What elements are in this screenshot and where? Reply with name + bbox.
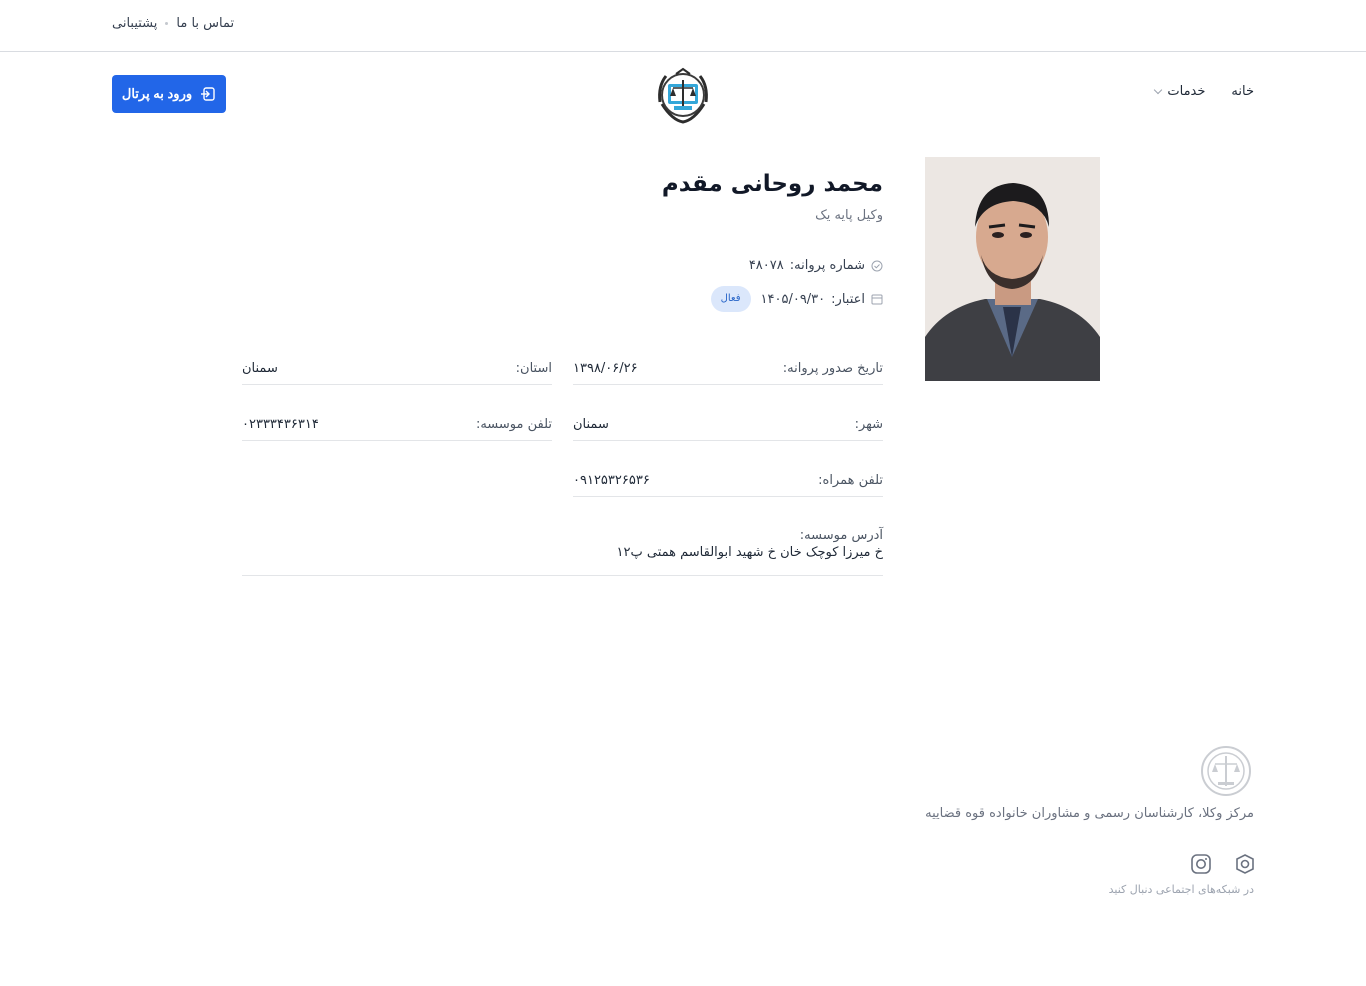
profile-info (383, 168, 883, 307)
contact-link[interactable]: تماس با ما (176, 16, 235, 31)
validity-date: ۱۴۰۵/۰۹/۳۰ (760, 291, 826, 307)
judiciary-emblem-icon[interactable] (652, 64, 714, 126)
province-field (242, 353, 552, 385)
office-phone-field (242, 409, 552, 441)
province-label: استان: (515, 361, 552, 376)
city-label: شهر: (854, 417, 883, 432)
province-value: سمنان (242, 361, 278, 376)
mobile-field (573, 465, 883, 497)
follow-text: در شبکه‌های اجتماعی دنبال کنید (1108, 883, 1254, 896)
lawyer-name: محمد روحانی مقدم (661, 171, 883, 197)
lawyer-rank: وکیل پایه یک (815, 208, 883, 223)
address-value: خ میرزا کوچک خان خ شهید ابوالقاسم همتی پ۱۲ (616, 545, 883, 560)
office-phone-label: تلفن موسسه: (475, 417, 552, 432)
license-number: ۴۸۰۷۸ (748, 258, 784, 273)
address-field (242, 528, 883, 576)
nav-services-label: خدمات (1167, 84, 1206, 99)
nav-services[interactable] (1155, 84, 1205, 99)
license-label: شماره پروانه: (789, 258, 865, 273)
profile-photo (925, 157, 1100, 381)
city-value: سمنان (573, 417, 609, 432)
issue-date-field (573, 353, 883, 385)
instagram-icon[interactable] (1190, 853, 1212, 875)
portal-button-label: ورود به پرتال (121, 86, 193, 101)
footer-title: مرکز وکلا، کارشناسان رسمی و مشاوران خانواده قوه قضاییه (925, 806, 1254, 821)
separator-dot (165, 22, 168, 25)
office-phone-value[interactable]: ۰۲۳۳۳۴۳۶۳۱۴ (242, 417, 319, 432)
issue-date-label: تاریخ صدور پروانه: (782, 361, 883, 376)
validity-row (711, 286, 883, 312)
validity-label: اعتبار: (831, 291, 865, 307)
social-links (1190, 853, 1256, 875)
city-field (573, 409, 883, 441)
mobile-label: تلفن همراه: (818, 473, 883, 488)
status-badge: فعال (711, 286, 751, 312)
mobile-value[interactable]: ۰۹۱۲۵۳۲۶۵۳۶ (573, 473, 650, 488)
login-icon (200, 86, 216, 102)
calendar-icon (871, 293, 883, 305)
issue-date-value: ۱۳۹۸/۰۶/۲۶ (573, 361, 638, 376)
nav-home[interactable]: خانه (1231, 84, 1254, 99)
support-link[interactable]: پشتیبانی (112, 16, 158, 31)
top-bar (0, 0, 1366, 52)
check-circle-icon (871, 260, 883, 272)
main-header (0, 52, 1366, 137)
portal-login-button[interactable] (112, 75, 226, 113)
main-nav (1155, 84, 1254, 99)
chevron-down-icon (1154, 86, 1162, 94)
footer-emblem-icon (1199, 744, 1253, 798)
eitaa-icon[interactable] (1234, 853, 1256, 875)
address-label: آدرس موسسه: (799, 528, 883, 543)
license-row (749, 258, 883, 273)
top-links (112, 16, 234, 31)
